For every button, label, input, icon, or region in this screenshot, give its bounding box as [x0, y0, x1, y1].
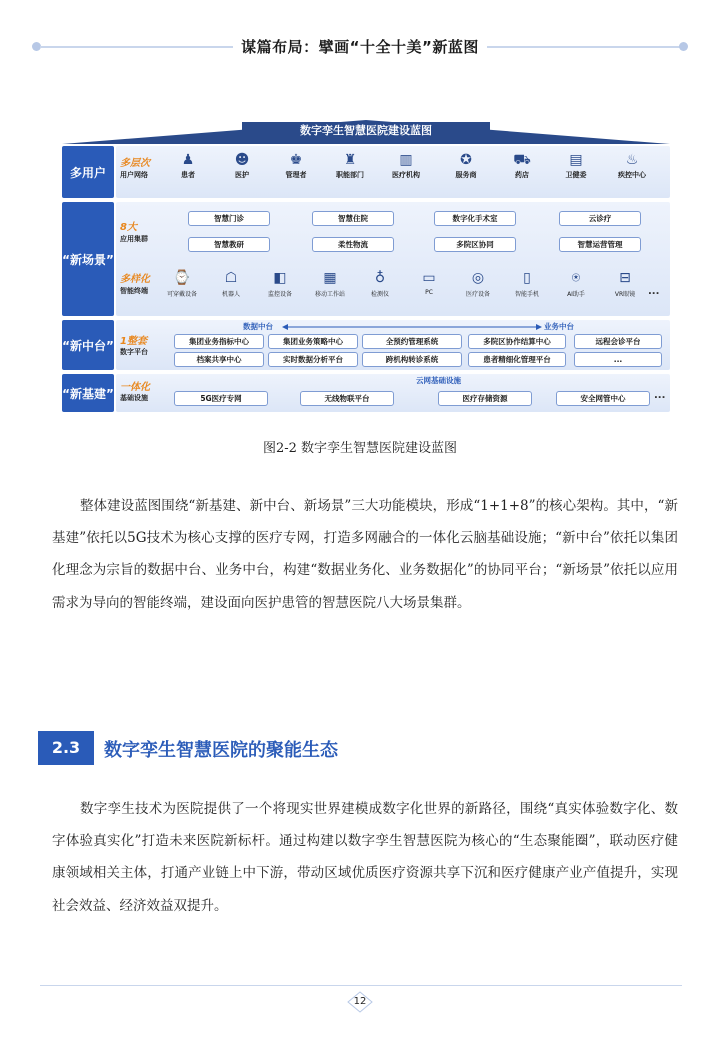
nurse-icon: ☻	[234, 152, 250, 168]
page-number: 12	[353, 996, 367, 1007]
row-scenes-sub2: 应用集群	[120, 235, 148, 243]
middle-pill: 全预约管理系统	[362, 334, 462, 349]
camera-icon-group	[263, 270, 297, 298]
institution-icon-group	[386, 152, 426, 180]
middle-arrow	[282, 323, 542, 331]
row-users-label: 多用户	[62, 146, 114, 198]
device-label: VR眼镜	[614, 291, 636, 298]
building-icon: ▤	[569, 152, 583, 168]
row-middle-body	[116, 320, 670, 370]
scene-pill: 柔性物流	[312, 237, 394, 252]
ai-icon: ⍟	[571, 270, 581, 286]
medical-device-icon-group	[461, 270, 495, 298]
user-label: 管理者	[285, 171, 307, 179]
manager-icon-group	[276, 152, 316, 180]
device-label: 机器人	[221, 291, 240, 298]
middle-pill: 集团业务指标中心	[174, 334, 264, 349]
row-scenes-sub4: 智能终端	[120, 287, 148, 295]
paragraph-2: 数字孪生技术为医院提供了一个将现实世界建模成数字化世界的新路径，围绕“真实体验数字化、数字体验真实化”打造未来医院新标杆。通过构建以数字孪生智慧医院为核心的“生态聚能圈”，联动医疗健康领域相关主体，打通产业链上中下游，带动区域优质医疗资源共享下沉和医疗健康产业产值提升，实现社会效益、经济效益双提升。	[52, 801, 678, 914]
middle-pill: 跨机构转诊系统	[362, 352, 462, 367]
user-label: 职能部门	[336, 171, 364, 179]
middle-pill: 档案共享中心	[174, 352, 264, 367]
middle-pill: 远程会诊平台	[574, 334, 662, 349]
device-label: PC	[425, 289, 433, 296]
row-scenes-label: “新场景”	[62, 202, 114, 316]
workstation-icon-group	[313, 270, 347, 298]
infra-top-label: 云网基础设施	[416, 376, 461, 385]
paragraph-1: 整体建设蓝图围绕“新基建、新中台、新场景”三大功能模块，形成“1+1+8”的核心架构。其中，“新基建”依托以5G技术为核心支撑的医疗专网，打造多网融合的一体化云脑基础设施；“新中台”依托以集团化理念为宗旨的数据中台、业务中台，构建“数据业务化、业务数据化”的协同平台；“新场景”依托以应用需求为导向的智能终端，建设面向医护患管的智慧医院八大场景集群。	[52, 498, 678, 611]
scene-pill: 智慧住院	[312, 211, 394, 226]
blueprint-diagram	[62, 118, 670, 414]
user-label: 药店	[515, 171, 529, 179]
row-middle-label: “新中台”	[62, 320, 114, 370]
department-icon-group	[330, 152, 370, 180]
row-users-sub: 多层次	[120, 158, 150, 169]
department-icon: ♜	[343, 152, 357, 168]
patient-icon: ♟	[181, 152, 195, 168]
devices-more: ...	[648, 286, 660, 297]
scene-pill: 智慧门诊	[188, 211, 270, 226]
scene-pill: 智慧运营管理	[559, 237, 641, 252]
user-label: 服务商	[455, 171, 477, 179]
blueprint-title: 数字孪生智慧医院建设蓝图	[300, 124, 432, 137]
scene-pill: 智慧教研	[188, 237, 270, 252]
infra-pill: 安全网管中心	[556, 391, 650, 406]
patient-icon-group	[168, 152, 208, 180]
row-infra-sub2: 基础设施	[120, 394, 148, 402]
user-label: 医护	[235, 171, 249, 179]
ct-scanner-icon: ◎	[471, 270, 485, 286]
device-label: 医疗设备	[465, 291, 490, 298]
vr-icon-group	[608, 270, 642, 298]
pharmacy-icon-group	[502, 152, 542, 180]
infra-pill: 医疗存储资源	[438, 391, 532, 406]
row-infra-label: “新基建”	[62, 374, 114, 412]
middle-pill: 集团业务策略中心	[268, 334, 358, 349]
row-users-body	[116, 146, 670, 198]
row-scenes	[62, 202, 670, 316]
ai-assistant-icon-group	[559, 270, 593, 298]
scene-pill: 云诊疗	[559, 211, 641, 226]
header-title-wrap	[0, 36, 720, 57]
health-commission-icon-group	[556, 152, 596, 180]
scene-pill: 多院区协同	[434, 237, 516, 252]
cdc-icon-group	[612, 152, 652, 180]
stethoscope-icon: ♁	[374, 270, 386, 286]
cart-icon: ⛟	[513, 152, 531, 168]
page-number-box	[347, 991, 373, 1013]
watch-icon: ⌚	[173, 270, 191, 286]
row-users-sub2: 用户网络	[120, 171, 148, 179]
row-middle-sub: 1整套	[120, 336, 147, 347]
middle-pill: ...	[574, 352, 662, 367]
scene-pill: 数字化手术室	[434, 211, 516, 226]
middle-pill: 多院区协作结算中心	[468, 334, 566, 349]
device-label: 检测仪	[370, 291, 389, 298]
infra-pill: 5G医疗专网	[174, 391, 268, 406]
hospital-icon: ▥	[399, 152, 413, 168]
robot-icon-group	[214, 270, 248, 298]
row-infra	[62, 374, 670, 412]
vr-glasses-icon: ⊟	[619, 270, 631, 286]
workstation-icon: ▦	[323, 270, 337, 286]
device-label: 智能手机	[514, 291, 539, 298]
section-number: 2.3	[38, 731, 94, 765]
figure-caption: 图2-2 数字孪生智慧医院建设蓝图	[262, 441, 458, 456]
alarm-icon: ♨	[625, 152, 639, 168]
camera-icon: ◧	[273, 270, 287, 286]
user-label: 患者	[181, 171, 195, 179]
middle-pill: 实时数据分析平台	[268, 352, 358, 367]
detector-icon-group	[363, 270, 397, 298]
row-scenes-sub3: 多样化	[120, 274, 150, 285]
pc-icon: ▭	[422, 270, 436, 286]
device-label: 监控设备	[267, 291, 292, 298]
user-label: 医疗机构	[392, 171, 420, 179]
row-middle	[62, 320, 670, 370]
row-scenes-sub: 8大	[120, 222, 137, 233]
provider-icon-group	[446, 152, 486, 180]
wearable-icon-group	[165, 270, 199, 298]
row-infra-body	[116, 374, 670, 412]
device-label: AI助手	[567, 291, 585, 298]
infra-pill: 无线物联平台	[300, 391, 394, 406]
footer-line	[40, 985, 682, 986]
data-middle-label: 数据中台	[243, 322, 273, 331]
user-label: 疾控中心	[618, 171, 646, 179]
smartphone-icon-group	[510, 270, 544, 298]
middle-pill: 患者精细化管理平台	[468, 352, 566, 367]
phone-icon: ▯	[523, 270, 531, 286]
device-label: 移动工作站	[314, 291, 345, 298]
page-header	[0, 34, 720, 60]
pc-icon-group	[412, 270, 446, 296]
infra-more: ...	[654, 390, 666, 401]
service-icon: ✪	[460, 152, 472, 168]
manager-icon: ♚	[289, 152, 303, 168]
device-label: 可穿戴设备	[166, 291, 197, 298]
nurse-icon-group	[222, 152, 262, 180]
row-scenes-body	[116, 202, 670, 316]
header-title: 谋篇布局：擘画“十全十美”新蓝图	[233, 38, 487, 56]
user-label: 卫健委	[565, 171, 587, 179]
row-users	[62, 146, 670, 198]
row-infra-sub: 一体化	[120, 382, 150, 393]
section-title: 数字孪生智慧医院的聚能生态	[104, 740, 338, 761]
row-middle-sub2: 数字平台	[120, 348, 148, 356]
business-middle-label: 业务中台	[544, 322, 574, 331]
robot-icon: ☖	[224, 270, 238, 286]
